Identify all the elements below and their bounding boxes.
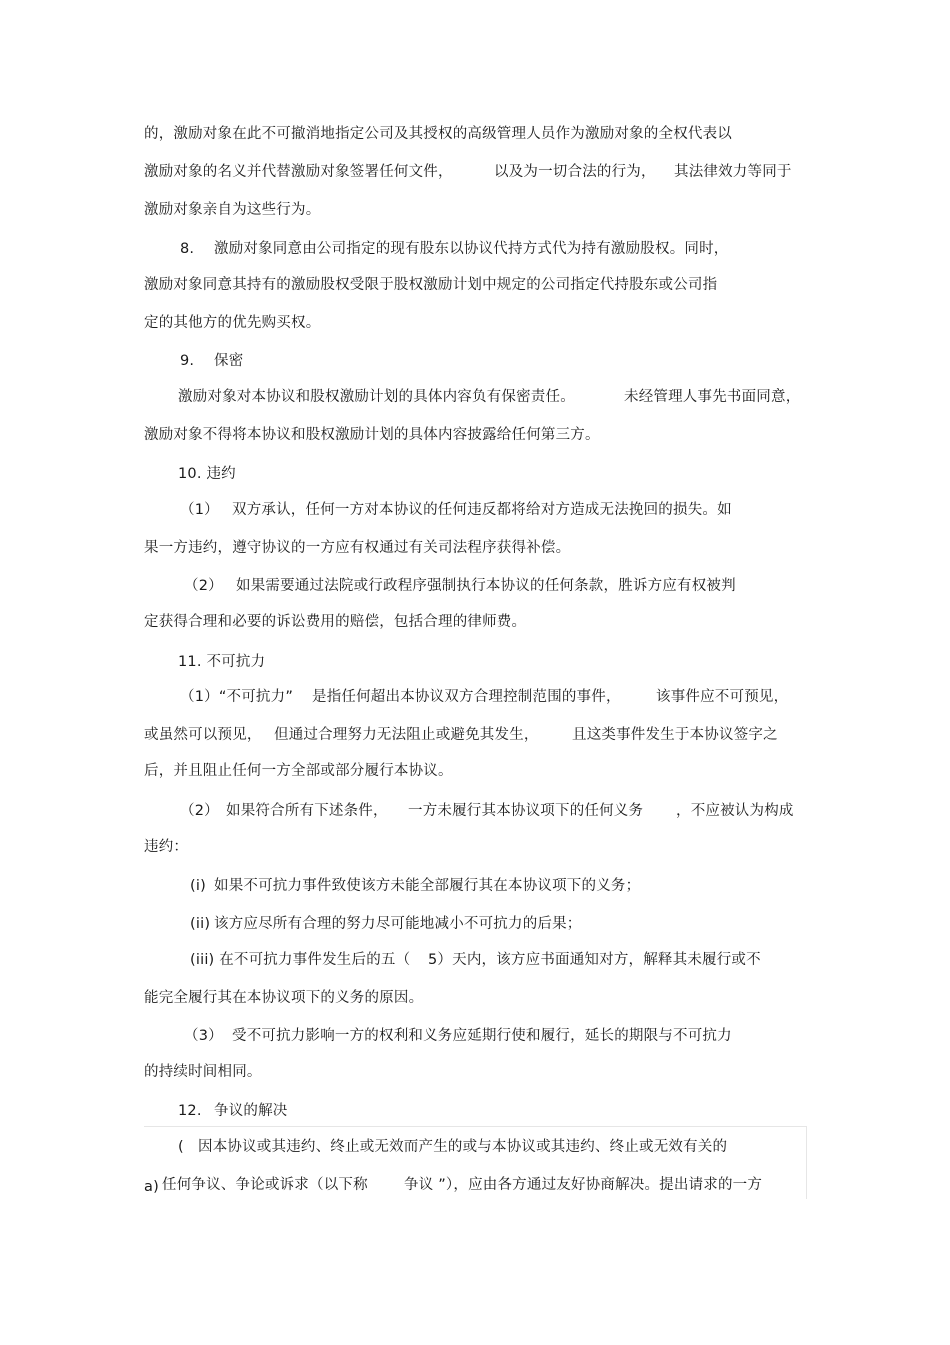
item-number: （1） — [180, 502, 219, 518]
text-line: 的持续时间相同。 — [144, 1064, 262, 1080]
text-line: 该方应尽所有合理的努力尽可能地减小不可抗力的后果； — [214, 916, 582, 932]
text-line: 一方未履行其本协议项下的任何义务 — [408, 803, 644, 819]
text-line: 受不可抗力影响一方的权利和义务应延期行使和履行，延长的期限与不可抗力 — [232, 1028, 732, 1044]
text-line: 激励对象对本协议和股权激励计划的具体内容负有保密责任。 — [178, 389, 575, 405]
text-line: 如果符合所有下述条件， — [226, 803, 388, 819]
text-line: (iii) 在不可抗力事件发生后的五（ — [190, 952, 411, 968]
item-number: （2） — [180, 803, 219, 819]
clause-number: 8. — [180, 241, 195, 257]
text-line: 但通过合理努力无法阻止或避免其发生， — [274, 727, 539, 743]
text-line: 5）天内，该方应书面通知对方，解释其未履行或不 — [428, 952, 761, 968]
text-line: 且这类事件发生于本协议签字之 — [572, 727, 778, 743]
text-line: 该事件应不可预见， — [656, 689, 789, 705]
text-line: 或虽然可以预见， — [144, 727, 262, 743]
text-line: 定获得合理和必要的诉讼费用的赔偿，包括合理的律师费。 — [144, 614, 527, 630]
clause-heading: 10. 违约 — [178, 466, 236, 482]
text-line: 激励对象的名义并代替激励对象签署任何文件， — [144, 164, 453, 180]
text-line: 激励对象亲自为这些行为。 — [144, 202, 321, 218]
item-number: （3） — [184, 1028, 223, 1044]
text-line: 以及为一切合法的行为， — [494, 164, 656, 180]
item-number: (i) — [190, 878, 206, 894]
item-number: ( — [178, 1139, 184, 1155]
text-line: 是指任何超出本协议双方合理控制范围的事件， — [312, 689, 621, 705]
clause-heading: 保密 — [214, 353, 244, 369]
clause-heading: 争议的解决 — [214, 1103, 288, 1119]
text-line: ，不应被认为构成 — [676, 803, 794, 819]
text-line: 能完全履行其在本协议项下的义务的原因。 — [144, 990, 424, 1006]
clause-heading: 11. 不可抗力 — [178, 654, 266, 670]
text-line: 其法律效力等同于 — [674, 164, 792, 180]
text-line: 争议 ”），应由各方通过友好协商解决。提出请求的一方 — [404, 1177, 763, 1193]
text-line: 果一方违约，遵守协议的一方应有权通过有关司法程序获得补偿。 — [144, 540, 571, 556]
text-line: （1）“不可抗力” — [180, 689, 294, 705]
clause-number: 9. — [180, 353, 195, 369]
item-number: （2） — [184, 578, 223, 594]
item-number: (ii) — [190, 916, 211, 932]
text-line: 违约： — [144, 839, 189, 855]
clause-number: 12. — [178, 1103, 202, 1119]
text-line: 因本协议或其违约、终止或无效而产生的或与本协议或其违约、终止或无效有关的 — [198, 1139, 728, 1155]
text-line: 激励对象同意由公司指定的现有股东以协议代持方式代为持有激励股权。同时， — [214, 241, 729, 257]
text-line: 后，并且阻止任何一方全部或部分履行本协议。 — [144, 763, 453, 779]
text-line: 未经管理人事先书面同意， — [624, 389, 801, 405]
text-line: 激励对象不得将本协议和股权激励计划的具体内容披露给任何第三方。 — [144, 427, 600, 443]
text-line: 如果不可抗力事件致使该方未能全部履行其在本协议项下的义务； — [214, 878, 641, 894]
text-line: 双方承认，任何一方对本协议的任何违反都将给对方造成无法挽回的损失。如 — [232, 502, 732, 518]
text-line: 的，激励对象在此不可撤消地指定公司及其授权的高级管理人员作为激励对象的全权代表以 — [144, 126, 732, 142]
item-number: a) — [144, 1179, 159, 1195]
text-line: 如果需要通过法院或行政程序强制执行本协议的任何条款，胜诉方应有权被判 — [236, 578, 736, 594]
text-line: 激励对象同意其持有的激励股权受限于股权激励计划中规定的公司指定代持股东或公司指 — [144, 277, 718, 293]
text-line: 任何争议、争论或诉求（以下称 — [162, 1177, 368, 1193]
text-line: 定的其他方的优先购买权。 — [144, 315, 321, 331]
